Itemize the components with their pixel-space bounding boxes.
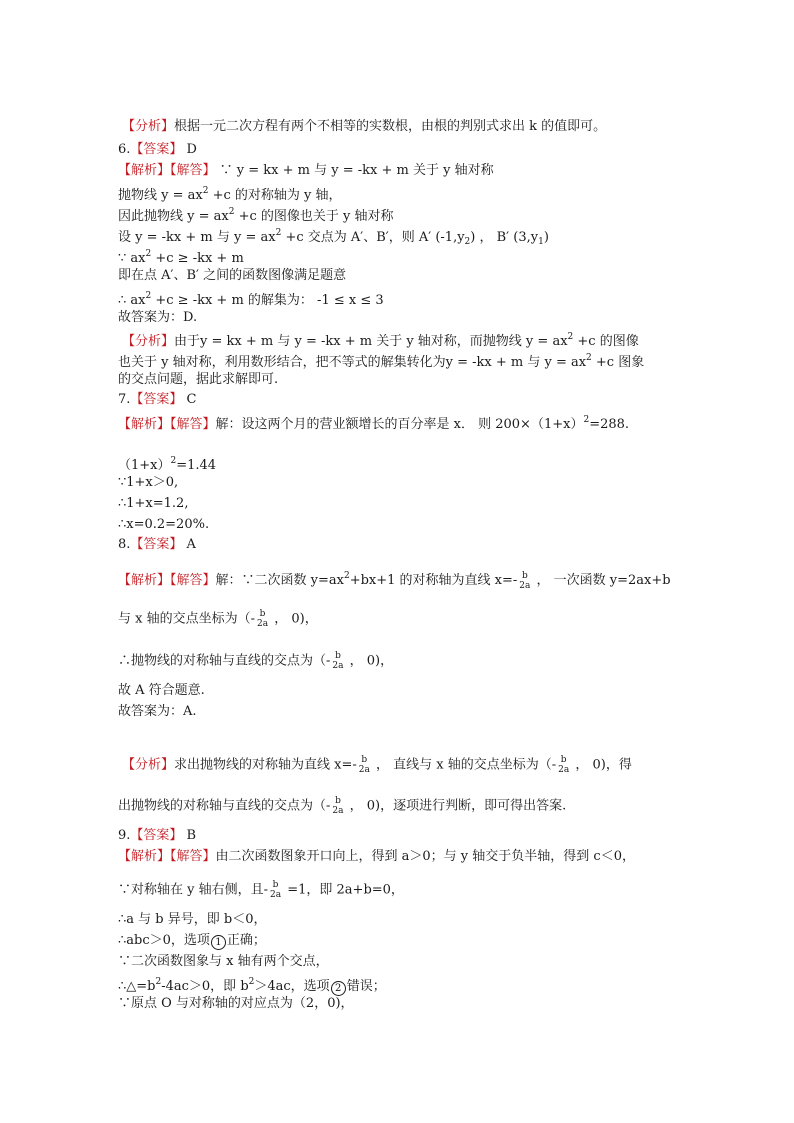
text: +c ≥ -kx + m 的解集为： -1 ≤ x ≤ 3 xyxy=(151,293,384,308)
text: 的交点问题，据此求解即可. xyxy=(118,372,279,387)
superscript: 2 xyxy=(248,977,255,987)
option-marker: 1 xyxy=(211,935,226,950)
text: ∵原点 O 与对称轴的对应点为（2，0)， xyxy=(118,996,354,1011)
text: ＞4ac，选项 xyxy=(254,979,330,994)
l30 xyxy=(118,880,404,900)
text: ) ， B′ (3,y xyxy=(470,230,539,245)
fraction xyxy=(519,571,530,591)
numerator: b xyxy=(335,651,341,661)
l27 xyxy=(118,796,566,816)
text: =1.44 xyxy=(176,458,217,473)
l05 xyxy=(118,204,394,225)
text: ∴1+x=1.2, xyxy=(118,496,189,511)
text: ∵对称轴在 y 轴右侧，且- xyxy=(118,882,269,898)
l08 xyxy=(118,267,346,284)
denominator: 2a xyxy=(358,765,370,775)
l29 xyxy=(118,848,635,865)
superscript: 2 xyxy=(228,207,235,217)
superscript: 2 xyxy=(567,332,574,342)
l33 xyxy=(118,953,329,970)
label-answer: 【答案】 xyxy=(130,142,183,157)
text: 由二次函数图象开口向上，得到 a＞0；与 y 轴交于负半轴，得到 c＜0， xyxy=(215,849,635,864)
superscript: 2 xyxy=(583,415,590,425)
fraction xyxy=(332,651,343,671)
numerator: b xyxy=(521,570,528,581)
l16 xyxy=(118,453,216,474)
denominator: 2a xyxy=(257,619,269,629)
text: +bx+1 的对称轴为直线 x=- xyxy=(349,573,518,588)
superscript: 2 xyxy=(155,977,162,987)
l07 xyxy=(118,246,244,267)
fraction xyxy=(558,755,569,775)
text: ∴抛物线的对称轴与直线的交点为（- xyxy=(118,653,331,669)
text: =1，即 2a+b=0， xyxy=(283,882,404,898)
text: ∵ ax xyxy=(118,251,146,266)
l03 xyxy=(118,162,494,179)
text: ， 0)， xyxy=(345,653,394,669)
l32 xyxy=(118,932,266,950)
l22 xyxy=(118,609,318,629)
text: 出抛物线的对称轴与直线的交点为（- xyxy=(118,798,331,814)
label-analysis: 【分析】 xyxy=(122,119,175,134)
text: ∵ y = kx + m 与 y = -kx + m 关于 y 轴对称 xyxy=(215,163,494,178)
superscript: 2 xyxy=(202,186,209,196)
fraction xyxy=(270,880,281,900)
l18 xyxy=(118,495,188,512)
text: 即在点 A′、B′ 之间的函数图像满足题意 xyxy=(118,268,347,283)
l25 xyxy=(118,703,197,720)
text: （1+x） xyxy=(118,458,171,473)
text: ∴x=0.2=20%. xyxy=(118,517,210,532)
text: ∴a 与 b 异号，即 b＜0， xyxy=(118,912,267,927)
option-marker: 2 xyxy=(331,981,346,996)
superscript: 2 xyxy=(145,249,152,259)
text: ， 一次函数 y=2ax+b xyxy=(532,573,671,588)
l24 xyxy=(118,682,205,699)
answer-value: B xyxy=(182,828,197,843)
text: ， 0)， xyxy=(270,611,318,627)
text: 解：∵二次函数 y=ax xyxy=(215,573,344,588)
label-solution: 【解析】【解答】 xyxy=(118,573,216,588)
fraction xyxy=(332,796,343,816)
text: ∵二次函数图象与 x 轴有两个交点， xyxy=(118,954,329,969)
denominator: 2a xyxy=(558,765,570,775)
text: =288. xyxy=(589,417,630,432)
text: 故答案为：D. xyxy=(118,310,198,325)
label-solution: 【解析】【解答】 xyxy=(118,417,216,432)
text: 错误； xyxy=(346,979,386,994)
l17 xyxy=(118,474,178,491)
superscript: 2 xyxy=(145,291,152,301)
label-answer: 【答案】 xyxy=(130,828,183,843)
text: 与 x 轴的交点坐标为（- xyxy=(118,611,255,627)
label-solution: 【解析】【解答】 xyxy=(118,849,216,864)
l28 xyxy=(118,827,196,844)
numerator: b xyxy=(259,609,266,619)
text: +c 交点为 A′、B′，则 A′ (-1,y xyxy=(281,230,465,245)
text: ∴ ax xyxy=(118,293,146,308)
text: +c ≥ -kx + m xyxy=(151,251,244,266)
l10 xyxy=(118,309,197,326)
l20 xyxy=(118,536,196,553)
l31 xyxy=(118,911,266,928)
l19 xyxy=(118,516,209,533)
label-answer: 【答案】 xyxy=(130,537,183,552)
text: 正确； xyxy=(226,933,266,948)
fraction xyxy=(359,755,370,775)
text: 抛物线 y = ax xyxy=(118,188,203,203)
l26 xyxy=(122,755,632,775)
superscript: 2 xyxy=(343,571,350,581)
l14 xyxy=(118,391,197,408)
text: ∴abc＞0，选项 xyxy=(118,933,210,948)
answer-value: C xyxy=(182,392,197,407)
text: ∵1+x＞0, xyxy=(118,475,179,490)
answer-value: A xyxy=(182,537,196,552)
l13 xyxy=(118,371,278,388)
text: 也关于 y 轴对称，利用数形结合，把不等式的解集转化为y = -kx + m 与 y = ax xyxy=(118,355,587,370)
text: ， 0)，得 xyxy=(571,757,632,773)
text: +c 的图像 xyxy=(573,334,639,349)
question-number: 9. xyxy=(118,828,131,843)
denominator: 2a xyxy=(332,806,344,816)
text: ∴△=b xyxy=(118,979,156,994)
subscript: 2 xyxy=(464,237,471,247)
text: +c 的对称轴为 y 轴， xyxy=(208,188,342,203)
answer-value: D xyxy=(182,142,197,157)
label-answer: 【答案】 xyxy=(130,392,183,407)
l01 xyxy=(122,118,606,135)
l23 xyxy=(118,651,393,671)
label-analysis: 【分析】 xyxy=(122,334,175,349)
l35 xyxy=(118,995,354,1012)
question-number: 6. xyxy=(118,142,131,157)
numerator: b xyxy=(335,796,341,806)
label-analysis: 【分析】 xyxy=(122,757,175,773)
text: ， 0)，逐项进行判断，即可得出答案. xyxy=(345,798,567,814)
fraction xyxy=(257,609,268,629)
question-number: 8. xyxy=(118,537,131,552)
l12 xyxy=(118,350,644,371)
numerator: b xyxy=(272,880,279,890)
superscript: 2 xyxy=(275,228,282,238)
l15 xyxy=(118,412,629,433)
text: 故答案为：A. xyxy=(118,704,197,719)
l02 xyxy=(118,141,197,158)
superscript: 2 xyxy=(586,353,592,363)
l21 xyxy=(118,568,671,591)
text: 由于y = kx + m 与 y = -kx + m 关于 y 轴对称，而抛物线 y = ax xyxy=(174,334,568,349)
numerator: b xyxy=(560,755,567,765)
l04 xyxy=(118,183,342,204)
text: 根据一元二次方程有两个不相等的实数根，由根的判别式求出 k 的值即可。 xyxy=(174,119,607,134)
denominator: 2a xyxy=(332,661,344,671)
text: ) xyxy=(543,230,549,245)
l34 xyxy=(118,974,386,996)
text: +c 图象 xyxy=(591,355,645,370)
text: 故 A 符合题意. xyxy=(118,683,205,698)
label-solution: 【解析】【解答】 xyxy=(118,163,216,178)
subscript: 1 xyxy=(538,237,544,247)
denominator: 2a xyxy=(270,890,282,900)
numerator: b xyxy=(361,755,368,765)
text: ， 直线与 x 轴的交点坐标为（- xyxy=(371,757,557,773)
text: -4ac＞0，即 b xyxy=(161,979,249,994)
text: 因此抛物线 y = ax xyxy=(118,209,229,224)
l11 xyxy=(122,329,639,350)
text: 设 y = -kx + m 与 y = ax xyxy=(118,230,276,245)
text: +c 的图像也关于 y 轴对称 xyxy=(234,209,394,224)
denominator: 2a xyxy=(519,580,531,591)
question-number: 7. xyxy=(118,392,131,407)
text: 解：设这两个月的营业额增长的百分率是 x． 则 200×（1+x） xyxy=(215,417,584,432)
l09 xyxy=(118,288,384,309)
text: 求出抛物线的对称轴为直线 x=- xyxy=(174,757,357,773)
superscript: 2 xyxy=(170,456,177,466)
